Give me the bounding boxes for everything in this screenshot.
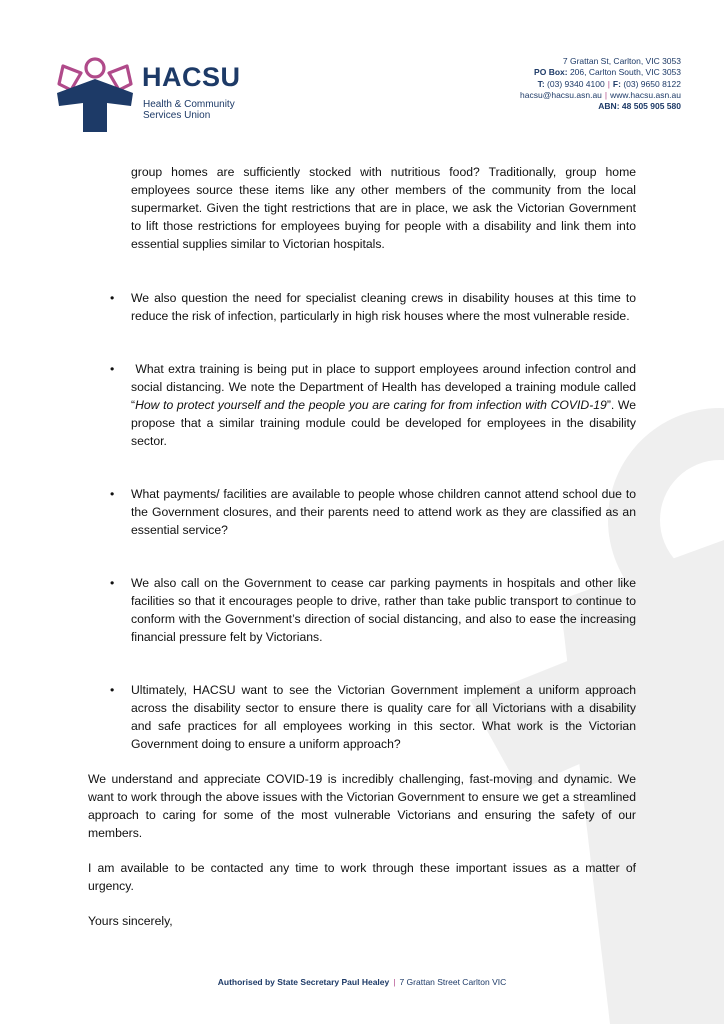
footer-address: 7 Grattan Street Carlton VIC <box>399 977 507 987</box>
sign-off: Yours sincerely, <box>88 914 173 928</box>
bullet-item <box>88 289 636 325</box>
phone-fax-line <box>520 79 681 90</box>
logo-wordmark: HACSU <box>142 62 241 92</box>
po-box-value: 206, Carlton South, VIC 3053 <box>569 67 681 78</box>
footer-separator: | <box>393 977 396 987</box>
body-paragraph: We understand and appreciate COVID-19 is incredibly challenging, fast-moving and dynamic. We want to work through the above issues with the Victorian Government to ensure we get a streamlined approach to caring for some of the most vulnerable Victorians and ensuring the safety of our members. <box>88 772 636 840</box>
bullet-text: Ultimately, HACSU want to see the Victorian Government implement a uniform approach across the disability sector to ensure there is quality care for all Victorians with a disability and safe practices for all employees working in this sector. What work is the Victorian Government doing to ensure a uniform approach? <box>131 683 636 751</box>
bullet-icon: • <box>110 576 115 590</box>
separator: | <box>607 78 610 89</box>
logo-subtitle-line: Health & Community <box>143 99 235 110</box>
email-link[interactable]: hacsu@hacsu.asn.au <box>520 89 602 100</box>
logo-subtitle-line: Services Union <box>143 110 211 121</box>
bullet-icon: • <box>110 683 115 697</box>
po-box-label: PO Box: <box>534 67 568 78</box>
bullet-text: What payments/ facilities are available to people whose children cannot attend school due to the Government closures, and their parents need to attend work as they are classified as an essential service? <box>131 487 636 537</box>
bullet-text <box>131 362 639 448</box>
fax-label: F: <box>612 78 621 89</box>
po-box-line <box>520 67 681 78</box>
separator: | <box>604 89 608 100</box>
bullet-text: We also question the need for specialist cleaning crews in disability houses at this time to reduce the risk of infection, particularly in high risk houses where the most vulnerable reside. <box>131 291 636 323</box>
email-web-line <box>520 90 681 101</box>
phone-label: T: <box>537 78 545 89</box>
logo-subtitle <box>143 99 235 121</box>
footer-authorised: Authorised by State Secretary Paul Healey <box>217 977 390 987</box>
continuation-paragraph: group homes are sufficiently stocked with nutritious food? Traditionally, group home employees source these items like any other members of the community from the local supermarket. Given the tight restrictions that are in place, we ask the Victorian Government to lift those restrictions for employees buying for people with a disability and link them into essential supplies similar to Victorian hospitals. <box>131 165 636 251</box>
abn-line <box>520 101 681 112</box>
body-paragraph: I am available to be contacted any time to work through these important issues as a matter of urgency. <box>88 861 636 893</box>
address-line: 7 Grattan St, Carlton, VIC 3053 <box>562 56 681 66</box>
bullet-list <box>88 289 640 753</box>
fax-value: (03) 9650 8122 <box>623 78 681 89</box>
bullet-item <box>88 485 636 539</box>
abn-value: 48 505 905 580 <box>621 101 681 112</box>
bullet-icon: • <box>110 291 115 305</box>
bullet-item <box>88 681 636 753</box>
contact-block <box>520 56 681 112</box>
bullet-text-italic: How to protect yourself and the people you are caring for from infection with COVID-19 <box>135 398 607 412</box>
bullet-text-part: What extra training is being put in place to support employees around infection control and social distancing. We note the Department of Health has developed a training module called “ <box>131 362 640 412</box>
bullet-item <box>88 360 640 450</box>
letter-body <box>88 163 640 930</box>
bullet-icon: • <box>110 362 115 376</box>
abn-label: ABN: <box>598 101 620 112</box>
bullet-icon: • <box>110 487 115 501</box>
footer <box>0 977 724 987</box>
bullet-text-part: ”. We propose that a similar training module could be developed for employees in the disability sector. <box>131 398 636 448</box>
bullet-text: We also call on the Government to cease car parking payments in hospitals and other like facilities so that it encourages people to drive, rather than take public transport to continue to conform with the Government’s direction of social distancing, and also to ease the increasing financial pressure felt by Victorians. <box>131 576 636 644</box>
bullet-item <box>88 574 636 646</box>
phone-value: (03) 9340 4100 <box>547 78 605 89</box>
website-link[interactable]: www.hacsu.asn.au <box>610 89 681 100</box>
